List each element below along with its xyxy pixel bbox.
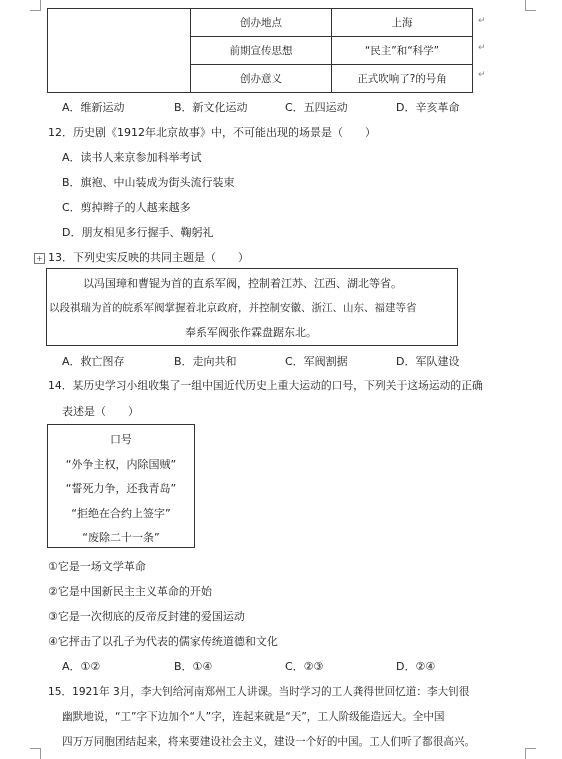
slogan-item: “外争主权，内除国贼”: [65, 458, 177, 471]
page-corner-mark: [525, 748, 536, 759]
question-15-stem: 15．1921年 3月，李大钊给河南郑州工人讲课。当时学习的工人龚得世回忆道：李大钊很: [48, 686, 470, 698]
slogan-box: [47, 424, 195, 548]
paragraph-mark: ↵: [478, 16, 486, 26]
option-c: C．剪掉辫子的人越来越多: [62, 201, 191, 214]
page-corner-mark: [525, 0, 536, 11]
slogan-item: “拒绝在合约上签字”: [71, 507, 171, 520]
quote-line: 奉系军阀张作霖盘踞东北。: [185, 326, 317, 339]
option-c: C．军阀割据: [285, 355, 348, 368]
table-label-cell: 创办意义: [191, 65, 332, 93]
table-value-cell: 正式吹响了?的号角: [332, 65, 473, 93]
option-c: C．五四运动: [285, 101, 348, 114]
page-corner-mark: [30, 0, 41, 11]
question-15-stem-cont: 幽默地说，“工”字下边加个“人”字，连起来就是“天”，工人阶级能造远大。全中国: [62, 711, 445, 723]
table-value-cell: “民主”和“科学”: [332, 37, 473, 65]
option-a: A．救亡图存: [62, 355, 125, 368]
option-a: A．①②: [62, 660, 101, 673]
question-12-stem: 12．历史剧《1912年北京故事》中，不可能出现的场景是（ ）: [48, 126, 376, 139]
statement-item: ②它是中国新民主主义革命的开始: [48, 585, 212, 598]
option-d: D．辛亥革命: [396, 101, 460, 114]
question-15-stem-cont: 四万万同胞团结起来，将来要建设社会主义，建设一个好的中国。工人们听了都很高兴。: [62, 736, 476, 748]
option-c: C．②③: [285, 660, 324, 673]
slogan-item: “誓死力争，还我青岛”: [65, 482, 177, 495]
question-14-stem-cont: 表述是（ ）: [62, 405, 139, 418]
slogan-item: “废除二十一条”: [82, 531, 160, 544]
quote-line: 以冯国璋和曹锟为首的直系军阀，控制着江苏、江西、湖北等省。: [83, 277, 402, 290]
quote-box: [46, 268, 458, 346]
option-a: A．读书人来京参加科举考试: [62, 151, 202, 164]
option-d: D．朋友相见多行握手、鞠躬礼: [62, 226, 214, 239]
question-14-stem: 14．某历史学习小组收集了一组中国近代历史上重大运动的口号，下列关于这场运动的正确: [48, 379, 483, 392]
slogan-box-title: 口号: [110, 433, 132, 446]
quote-line: 以段祺瑞为首的皖系军阀掌握着北京政府，并控制安徽、浙江、山东、福建等省: [49, 302, 417, 314]
table-value-cell: 上海: [332, 9, 473, 37]
table-empty-cell: [48, 9, 191, 93]
statement-item: ①它是一场文学革命: [48, 560, 146, 573]
statement-item: ③它是一次彻底的反帝反封建的爱国运动: [48, 610, 245, 623]
option-d: D．②④: [396, 660, 436, 673]
paragraph-mark: ↵: [478, 43, 486, 53]
statement-item: ④它抨击了以孔子为代表的儒家传统道德和文化: [48, 635, 278, 648]
option-a: A．维新运动: [62, 101, 125, 114]
table-row: [48, 9, 473, 37]
question-13-stem: 13．下列史实反映的共同主题是（ ）: [48, 251, 249, 264]
option-b: B．①④: [174, 660, 213, 673]
table-move-handle-icon[interactable]: +: [34, 253, 45, 264]
table-label-cell: 前期宣传思想: [191, 37, 332, 65]
paragraph-mark: ↵: [478, 70, 486, 80]
page-corner-mark: [30, 748, 41, 759]
option-b: B．新文化运动: [174, 101, 248, 114]
option-b: B．走向共和: [174, 355, 237, 368]
info-table: [47, 8, 473, 93]
option-d: D．军队建设: [396, 355, 460, 368]
table-label-cell: 创办地点: [191, 9, 332, 37]
option-b: B．旗袍、中山装成为街头流行装束: [62, 176, 235, 189]
